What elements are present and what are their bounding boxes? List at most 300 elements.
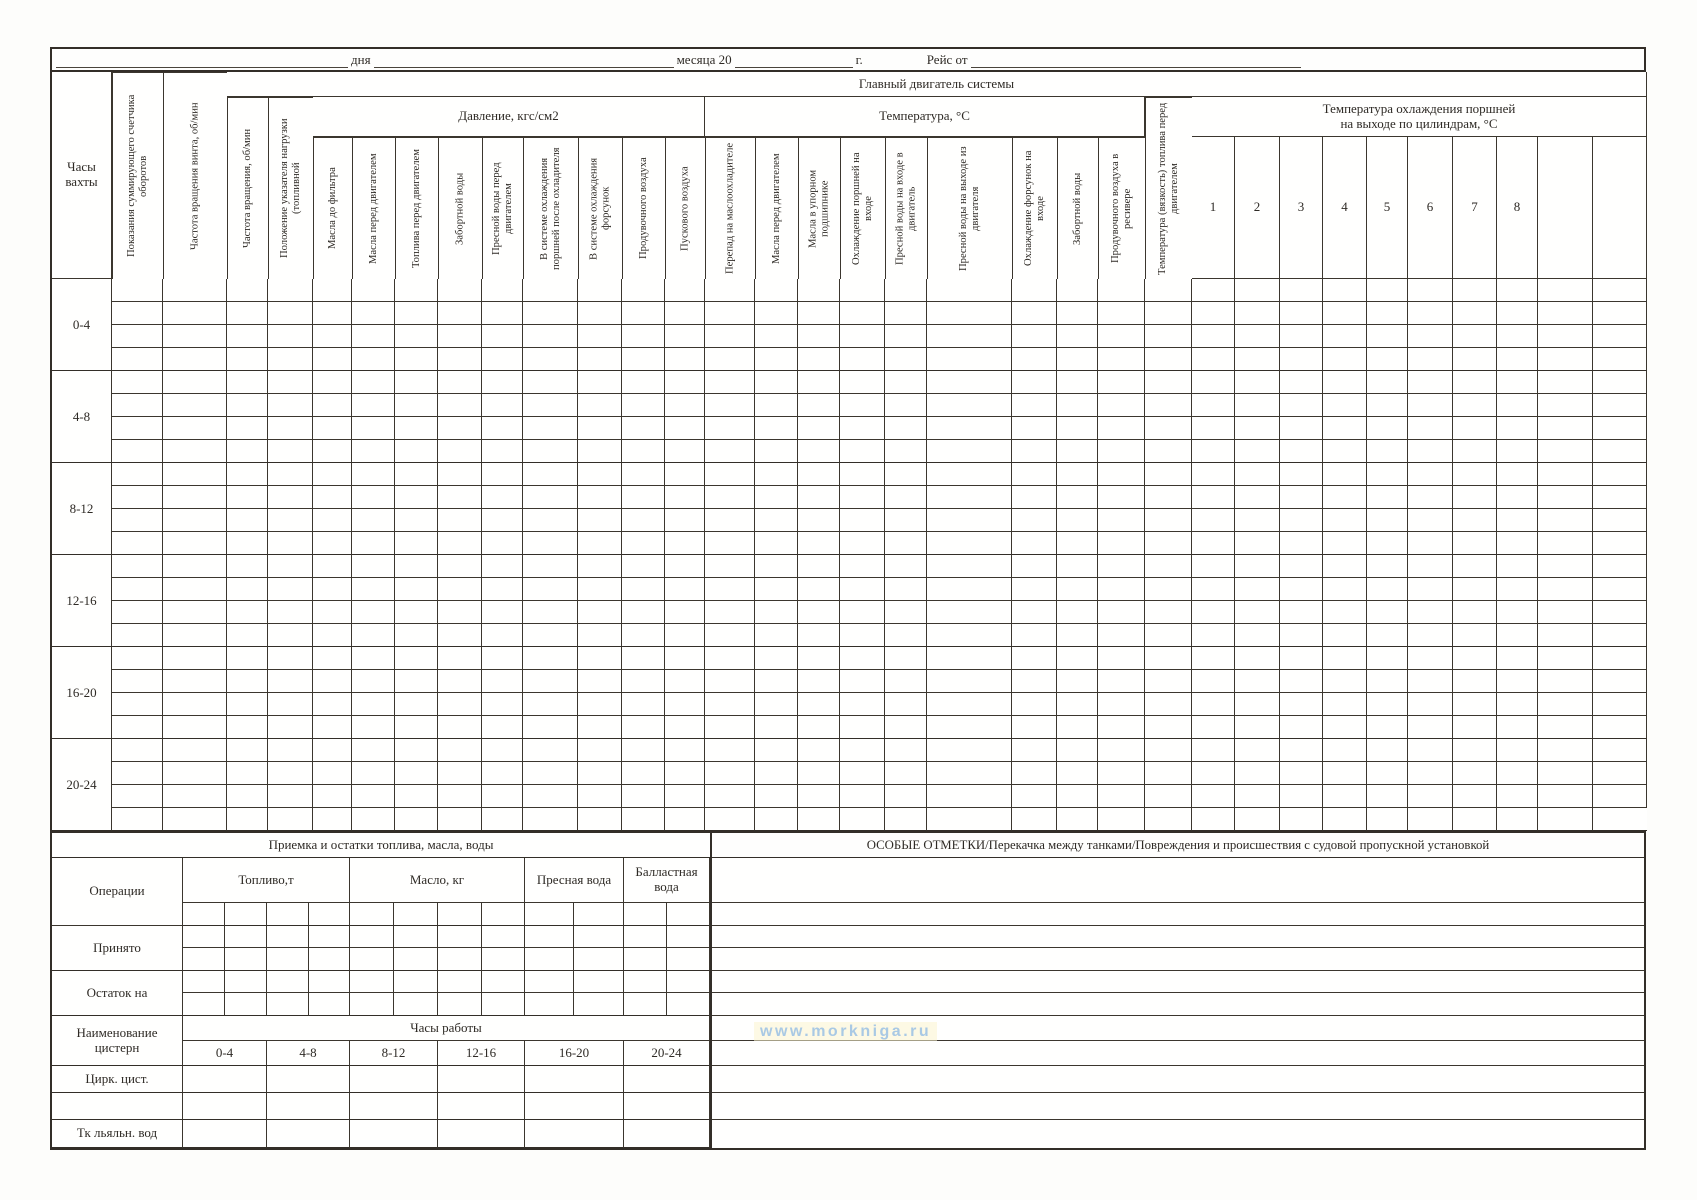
data-cell xyxy=(927,279,1012,302)
data-cell xyxy=(1367,555,1408,578)
data-cell xyxy=(885,532,927,555)
data-cell xyxy=(1280,371,1323,394)
data-cell xyxy=(1323,555,1367,578)
data-cell xyxy=(705,762,755,785)
data-cell xyxy=(927,762,1012,785)
data-cell xyxy=(350,1066,438,1093)
data-cell xyxy=(1145,417,1192,440)
notes-row xyxy=(712,971,1644,993)
data-cell xyxy=(1057,394,1098,417)
data-cell xyxy=(268,670,313,693)
data-cell xyxy=(1192,509,1235,532)
data-cell xyxy=(798,578,840,601)
data-cell xyxy=(112,555,163,578)
data-cell xyxy=(163,693,227,716)
data-cell xyxy=(438,532,482,555)
data-cell xyxy=(1497,509,1538,532)
data-cell xyxy=(1323,325,1367,348)
data-cell xyxy=(755,371,798,394)
working-hours-label: 12-16 xyxy=(438,1041,525,1066)
data-cell xyxy=(1192,394,1235,417)
data-cell xyxy=(227,601,268,624)
year-suffix-label: г. xyxy=(855,52,863,67)
data-cell xyxy=(1012,348,1057,371)
data-cell xyxy=(755,302,798,325)
data-cell xyxy=(1323,486,1367,509)
data-cell xyxy=(438,348,482,371)
data-cell xyxy=(755,325,798,348)
data-cell xyxy=(578,302,622,325)
data-cell xyxy=(578,808,622,831)
data-cell xyxy=(438,302,482,325)
data-cell xyxy=(438,601,482,624)
data-cell xyxy=(755,463,798,486)
data-cell xyxy=(438,808,482,831)
data-cell xyxy=(1057,463,1098,486)
data-cell xyxy=(112,739,163,762)
data-cell xyxy=(705,417,755,440)
data-cell xyxy=(1145,647,1192,670)
data-cell xyxy=(1497,302,1538,325)
data-cell xyxy=(1280,325,1323,348)
data-cell xyxy=(268,440,313,463)
data-cell xyxy=(705,808,755,831)
data-cell xyxy=(395,279,438,302)
data-cell xyxy=(1235,555,1280,578)
data-cell xyxy=(268,509,313,532)
data-cell xyxy=(1453,279,1497,302)
fuel-col-header: Топливо,т xyxy=(183,858,350,903)
data-cell xyxy=(1235,716,1280,739)
data-cell xyxy=(1145,440,1192,463)
data-cell xyxy=(523,693,578,716)
blank-line xyxy=(56,56,348,68)
data-cell xyxy=(1235,394,1280,417)
data-cell xyxy=(1538,371,1593,394)
data-cell xyxy=(1098,647,1145,670)
data-cell xyxy=(438,1093,525,1120)
data-cell xyxy=(665,302,705,325)
data-cell xyxy=(622,532,665,555)
piston-cooling-title-line1: Температура охлаждения поршней xyxy=(1322,100,1516,116)
data-cell xyxy=(885,417,927,440)
data-cell xyxy=(1012,532,1057,555)
data-cell xyxy=(227,578,268,601)
operations-label: Операции xyxy=(52,858,183,926)
data-cell xyxy=(313,417,352,440)
data-cell xyxy=(1098,348,1145,371)
data-cell xyxy=(1453,716,1497,739)
data-cell xyxy=(624,1093,710,1120)
data-cell xyxy=(227,555,268,578)
data-cell xyxy=(163,509,227,532)
data-cell xyxy=(1280,302,1323,325)
data-cell xyxy=(705,394,755,417)
data-cell xyxy=(705,785,755,808)
data-cell xyxy=(578,348,622,371)
data-cell xyxy=(313,302,352,325)
data-cell xyxy=(1235,509,1280,532)
data-cell xyxy=(523,647,578,670)
data-cell xyxy=(268,371,313,394)
sub-cell xyxy=(525,903,574,926)
data-cell xyxy=(1192,693,1235,716)
data-cell xyxy=(112,394,163,417)
data-cell xyxy=(622,601,665,624)
data-cell xyxy=(1367,440,1408,463)
data-cell xyxy=(313,716,352,739)
data-cell xyxy=(622,440,665,463)
data-cell xyxy=(1408,463,1453,486)
data-cell xyxy=(840,647,885,670)
sub-cell xyxy=(667,948,710,971)
data-cell xyxy=(1192,785,1235,808)
data-cell xyxy=(755,394,798,417)
data-cell xyxy=(1012,624,1057,647)
sub-cell xyxy=(309,903,350,926)
data-cell xyxy=(227,509,268,532)
data-cell xyxy=(1280,440,1323,463)
data-cell xyxy=(438,325,482,348)
data-cell xyxy=(665,670,705,693)
data-cell xyxy=(1367,624,1408,647)
data-cell xyxy=(1367,532,1408,555)
data-cell xyxy=(313,670,352,693)
data-cell xyxy=(1323,739,1367,762)
data-cell xyxy=(665,325,705,348)
data-cell xyxy=(482,716,523,739)
data-cell xyxy=(1098,394,1145,417)
data-cell xyxy=(798,279,840,302)
data-cell xyxy=(268,624,313,647)
data-cell xyxy=(1098,509,1145,532)
data-cell xyxy=(1057,417,1098,440)
data-cell xyxy=(840,440,885,463)
sub-cell xyxy=(309,993,350,1016)
data-cell xyxy=(1098,762,1145,785)
data-cell xyxy=(705,532,755,555)
data-cell xyxy=(1192,463,1235,486)
data-cell xyxy=(1453,555,1497,578)
data-cell xyxy=(1012,578,1057,601)
data-cell xyxy=(755,624,798,647)
data-cell xyxy=(1323,647,1367,670)
data-cell xyxy=(438,394,482,417)
data-cell xyxy=(705,578,755,601)
data-cell xyxy=(755,555,798,578)
data-cell xyxy=(227,302,268,325)
data-cell xyxy=(1367,601,1408,624)
data-cell xyxy=(112,808,163,831)
tank-row-label xyxy=(52,1093,183,1120)
data-cell xyxy=(1323,532,1367,555)
data-cell xyxy=(1098,808,1145,831)
data-cell xyxy=(1280,463,1323,486)
temp-col-piston-cooling-inlet: Охлаждение поршней на входе xyxy=(840,137,885,279)
data-cell xyxy=(313,693,352,716)
working-hours-label: 0-4 xyxy=(183,1041,267,1066)
data-cell xyxy=(395,348,438,371)
sub-cell xyxy=(350,926,394,948)
data-cell xyxy=(622,693,665,716)
data-cell xyxy=(622,302,665,325)
data-cell xyxy=(523,486,578,509)
data-cell xyxy=(885,302,927,325)
data-cell xyxy=(1453,440,1497,463)
data-cell xyxy=(578,624,622,647)
data-cell xyxy=(227,348,268,371)
data-cell xyxy=(482,762,523,785)
sub-cell xyxy=(267,993,309,1016)
data-cell xyxy=(227,716,268,739)
data-cell xyxy=(1280,555,1323,578)
data-cell xyxy=(1192,348,1235,371)
data-cell xyxy=(1057,555,1098,578)
ballast-col-header: Балластная вода xyxy=(624,858,710,903)
data-cell xyxy=(927,486,1012,509)
blank-line xyxy=(374,56,674,68)
sub-cell xyxy=(525,971,574,993)
data-cell xyxy=(578,325,622,348)
data-cell xyxy=(482,578,523,601)
data-cell xyxy=(927,808,1012,831)
data-cell xyxy=(1593,325,1647,348)
data-cell xyxy=(622,578,665,601)
data-cell xyxy=(1497,463,1538,486)
data-cell xyxy=(112,647,163,670)
data-cell xyxy=(395,601,438,624)
data-cell xyxy=(1012,716,1057,739)
data-cell xyxy=(1497,601,1538,624)
data-cell xyxy=(1593,348,1647,371)
data-cell xyxy=(1593,486,1647,509)
watch-block-label: 0-4 xyxy=(52,279,112,371)
data-cell xyxy=(798,785,840,808)
data-cell xyxy=(622,785,665,808)
data-cell xyxy=(1323,440,1367,463)
data-cell xyxy=(227,670,268,693)
data-cell xyxy=(163,739,227,762)
data-cell xyxy=(665,348,705,371)
data-cell xyxy=(1235,693,1280,716)
data-cell xyxy=(1323,394,1367,417)
data-cell xyxy=(1012,440,1057,463)
data-cell xyxy=(755,785,798,808)
data-cell xyxy=(523,785,578,808)
data-cell xyxy=(112,716,163,739)
data-cell xyxy=(227,624,268,647)
data-cell xyxy=(1098,739,1145,762)
data-cell xyxy=(705,440,755,463)
data-cell xyxy=(1497,647,1538,670)
data-cell xyxy=(1012,785,1057,808)
data-cell xyxy=(163,647,227,670)
data-cell xyxy=(112,578,163,601)
data-cell xyxy=(267,1093,350,1120)
data-cell xyxy=(798,440,840,463)
sub-cell xyxy=(267,926,309,948)
data-cell xyxy=(1367,647,1408,670)
data-cell xyxy=(927,785,1012,808)
data-cell xyxy=(1497,532,1538,555)
freshwater-col-header: Пресная вода xyxy=(525,858,624,903)
data-cell xyxy=(1098,463,1145,486)
data-cell xyxy=(313,509,352,532)
working-hours-label: 8-12 xyxy=(350,1041,438,1066)
data-cell xyxy=(1367,670,1408,693)
data-cell xyxy=(1593,463,1647,486)
data-cell xyxy=(1593,785,1647,808)
data-cell xyxy=(523,463,578,486)
data-cell xyxy=(1408,601,1453,624)
data-cell xyxy=(313,532,352,555)
data-cell xyxy=(1280,417,1323,440)
data-cell xyxy=(350,1093,438,1120)
data-cell xyxy=(1012,647,1057,670)
special-notes-section xyxy=(710,833,1644,1148)
pressure-col-fuel-before-engine: Топлива перед двигателем xyxy=(395,137,438,279)
data-cell xyxy=(1408,578,1453,601)
data-cell xyxy=(482,509,523,532)
temp-col-freshwater-outlet: Пресной воды на выходе из двигателя xyxy=(927,137,1012,279)
data-cell xyxy=(840,716,885,739)
notes-ruled-area xyxy=(712,858,1644,1148)
sub-cell xyxy=(525,926,574,948)
data-cell xyxy=(665,394,705,417)
data-cell xyxy=(438,624,482,647)
data-cell xyxy=(1235,578,1280,601)
data-cell xyxy=(1453,325,1497,348)
data-cell xyxy=(798,348,840,371)
data-cell xyxy=(1098,716,1145,739)
data-cell xyxy=(622,394,665,417)
sub-cell xyxy=(574,926,624,948)
sub-cell xyxy=(574,993,624,1016)
data-cell xyxy=(163,440,227,463)
notes-row xyxy=(712,1120,1644,1148)
data-cell xyxy=(227,279,268,302)
data-cell xyxy=(1323,670,1367,693)
data-cell xyxy=(840,624,885,647)
sub-cell xyxy=(183,993,225,1016)
data-cell xyxy=(1453,348,1497,371)
data-cell xyxy=(840,532,885,555)
data-cell xyxy=(1538,693,1593,716)
data-cell xyxy=(705,624,755,647)
data-cell xyxy=(840,670,885,693)
data-cell xyxy=(622,348,665,371)
data-cell xyxy=(1323,716,1367,739)
data-cell xyxy=(1538,348,1593,371)
data-cell xyxy=(438,739,482,762)
data-cell xyxy=(112,325,163,348)
data-cell xyxy=(665,716,705,739)
notes-title: ОСОБЫЕ ОТМЕТКИ/Перекачка между танками/Повреждения и происшествия с судовой пропускной установкой xyxy=(712,833,1644,858)
data-cell xyxy=(1145,693,1192,716)
data-cell xyxy=(1012,762,1057,785)
data-cell xyxy=(1235,785,1280,808)
sub-cell xyxy=(350,903,394,926)
data-cell xyxy=(755,509,798,532)
data-cell xyxy=(313,785,352,808)
data-cell xyxy=(1192,808,1235,831)
data-cell xyxy=(1057,440,1098,463)
sub-cell xyxy=(394,926,438,948)
data-cell xyxy=(1408,394,1453,417)
data-cell xyxy=(1323,509,1367,532)
data-cell xyxy=(1057,279,1098,302)
data-cell xyxy=(755,417,798,440)
data-cell xyxy=(352,716,395,739)
data-cell xyxy=(227,371,268,394)
data-cell xyxy=(482,463,523,486)
data-cell xyxy=(163,371,227,394)
data-cell xyxy=(622,371,665,394)
data-cell xyxy=(268,555,313,578)
data-cell xyxy=(755,739,798,762)
data-cell xyxy=(840,739,885,762)
data-cell xyxy=(1497,417,1538,440)
data-cell xyxy=(1192,739,1235,762)
data-cell xyxy=(1367,417,1408,440)
data-cell xyxy=(1593,670,1647,693)
data-cell xyxy=(352,532,395,555)
sub-cell xyxy=(624,903,667,926)
data-cell xyxy=(927,417,1012,440)
data-cell xyxy=(1235,647,1280,670)
data-cell xyxy=(482,302,523,325)
data-cell xyxy=(112,509,163,532)
cylinder-col-3: 3 xyxy=(1280,137,1323,279)
pressure-col-starting-air: Пускового воздуха xyxy=(665,137,705,279)
data-cell xyxy=(885,716,927,739)
cylinder-col-7: 7 xyxy=(1453,137,1497,279)
data-cell xyxy=(482,532,523,555)
sub-cell xyxy=(482,926,525,948)
data-cell xyxy=(705,509,755,532)
data-cell xyxy=(798,486,840,509)
data-cell xyxy=(112,762,163,785)
pressure-col-oil-before-engine: Масла перед двигателем xyxy=(352,137,395,279)
data-cell xyxy=(438,762,482,785)
sub-cell xyxy=(309,948,350,971)
data-cell xyxy=(798,693,840,716)
data-cell xyxy=(755,647,798,670)
data-cell xyxy=(665,693,705,716)
data-cell xyxy=(112,693,163,716)
data-cell xyxy=(1408,670,1453,693)
data-cell xyxy=(798,647,840,670)
data-cell xyxy=(705,371,755,394)
data-cell xyxy=(665,371,705,394)
data-cell xyxy=(313,463,352,486)
cylinder-col-5: 5 xyxy=(1367,137,1408,279)
data-cell xyxy=(227,739,268,762)
data-cell xyxy=(227,647,268,670)
data-cell xyxy=(755,532,798,555)
data-cell xyxy=(1235,325,1280,348)
data-cell xyxy=(622,463,665,486)
data-cell xyxy=(1057,785,1098,808)
data-cell xyxy=(352,486,395,509)
data-cell xyxy=(665,509,705,532)
data-cell xyxy=(1012,601,1057,624)
data-cell xyxy=(395,762,438,785)
data-cell xyxy=(885,325,927,348)
data-cell xyxy=(395,785,438,808)
data-cell xyxy=(1538,785,1593,808)
data-cell xyxy=(798,670,840,693)
